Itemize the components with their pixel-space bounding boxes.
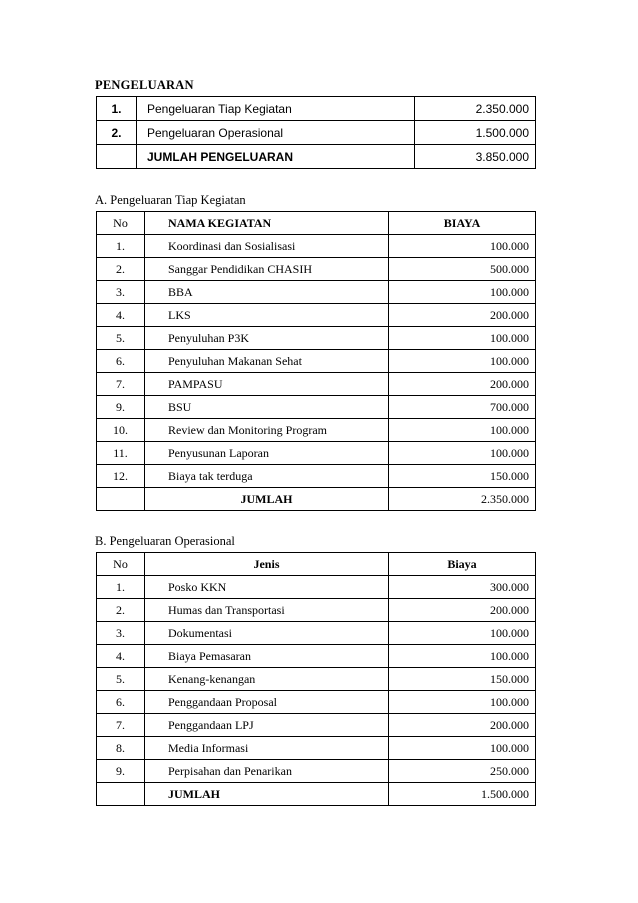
total-value: 2.350.000	[389, 488, 536, 511]
table-row	[97, 281, 536, 304]
row-name: Humas dan Transportasi	[145, 599, 389, 622]
table-row	[97, 465, 536, 488]
operational-expenses-table	[96, 552, 536, 806]
summary-table	[96, 96, 536, 169]
row-number: 1.	[97, 97, 137, 121]
row-number: 2.	[97, 121, 137, 145]
table-row	[97, 350, 536, 373]
table-row	[97, 599, 536, 622]
row-value: 2.350.000	[415, 97, 536, 121]
row-number: 1.	[97, 235, 145, 258]
row-value: 200.000	[389, 304, 536, 327]
row-name: Penggandaan LPJ	[145, 714, 389, 737]
header-value: Biaya	[389, 553, 536, 576]
row-number: 3.	[97, 281, 145, 304]
row-value: 100.000	[389, 737, 536, 760]
table-row	[97, 760, 536, 783]
section-a-label: A. Pengeluaran Tiap Kegiatan	[95, 193, 246, 207]
row-value: 100.000	[389, 235, 536, 258]
table-row	[97, 258, 536, 281]
row-name: Penyuluhan Makanan Sehat	[145, 350, 389, 373]
total-row	[97, 145, 536, 169]
row-value: 500.000	[389, 258, 536, 281]
total-row	[97, 488, 536, 511]
row-value: 250.000	[389, 760, 536, 783]
row-name: Sanggar Pendidikan CHASIH	[145, 258, 389, 281]
activity-expenses-table	[96, 211, 536, 511]
row-name: Pengeluaran Operasional	[137, 121, 415, 145]
table-row	[97, 327, 536, 350]
total-row	[97, 783, 536, 806]
empty-cell	[97, 488, 145, 511]
total-value: 1.500.000	[389, 783, 536, 806]
table-header-row	[97, 553, 536, 576]
row-number: 4.	[97, 645, 145, 668]
row-number: 11.	[97, 442, 145, 465]
row-value: 100.000	[389, 442, 536, 465]
table-row	[97, 714, 536, 737]
table-row	[97, 235, 536, 258]
row-number: 8.	[97, 737, 145, 760]
row-value: 700.000	[389, 396, 536, 419]
total-label: JUMLAH PENGELUARAN	[137, 145, 415, 169]
row-number: 2.	[97, 599, 145, 622]
row-name: Posko KKN	[145, 576, 389, 599]
row-value: 100.000	[389, 645, 536, 668]
row-name: PAMPASU	[145, 373, 389, 396]
table-row	[97, 396, 536, 419]
row-name: Biaya tak terduga	[145, 465, 389, 488]
page-title: PENGELUARAN	[95, 78, 194, 92]
row-number: 6.	[97, 350, 145, 373]
table-row	[97, 668, 536, 691]
row-number: 9.	[97, 760, 145, 783]
row-value: 150.000	[389, 465, 536, 488]
table-row	[97, 304, 536, 327]
header-value: BIAYA	[389, 212, 536, 235]
row-name: Review dan Monitoring Program	[145, 419, 389, 442]
row-name: Biaya Pemasaran	[145, 645, 389, 668]
total-label: JUMLAH	[145, 783, 389, 806]
row-number: 2.	[97, 258, 145, 281]
section-b-label: B. Pengeluaran Operasional	[95, 534, 235, 548]
table-row	[97, 419, 536, 442]
row-name: LKS	[145, 304, 389, 327]
row-number: 4.	[97, 304, 145, 327]
row-number: 10.	[97, 419, 145, 442]
empty-cell	[97, 145, 137, 169]
row-value: 100.000	[389, 327, 536, 350]
row-value: 1.500.000	[415, 121, 536, 145]
row-number: 5.	[97, 668, 145, 691]
total-label: JUMLAH	[145, 488, 389, 511]
row-name: Media Informasi	[145, 737, 389, 760]
row-name: Penggandaan Proposal	[145, 691, 389, 714]
table-row	[97, 373, 536, 396]
table-row	[97, 97, 536, 121]
row-value: 100.000	[389, 419, 536, 442]
row-name: Perpisahan dan Penarikan	[145, 760, 389, 783]
row-name: Dokumentasi	[145, 622, 389, 645]
row-value: 200.000	[389, 373, 536, 396]
row-value: 150.000	[389, 668, 536, 691]
row-number: 12.	[97, 465, 145, 488]
row-value: 300.000	[389, 576, 536, 599]
header-no: No	[97, 212, 145, 235]
header-name: NAMA KEGIATAN	[145, 212, 389, 235]
row-name: Penyuluhan P3K	[145, 327, 389, 350]
row-name: Pengeluaran Tiap Kegiatan	[137, 97, 415, 121]
row-number: 7.	[97, 714, 145, 737]
row-value: 100.000	[389, 281, 536, 304]
row-name: Kenang-kenangan	[145, 668, 389, 691]
row-name: Koordinasi dan Sosialisasi	[145, 235, 389, 258]
row-number: 1.	[97, 576, 145, 599]
row-value: 200.000	[389, 599, 536, 622]
row-number: 6.	[97, 691, 145, 714]
total-value: 3.850.000	[415, 145, 536, 169]
row-number: 5.	[97, 327, 145, 350]
empty-cell	[97, 783, 145, 806]
table-row	[97, 645, 536, 668]
row-name: Penyusunan Laporan	[145, 442, 389, 465]
row-value: 100.000	[389, 350, 536, 373]
row-number: 7.	[97, 373, 145, 396]
header-name: Jenis	[145, 553, 389, 576]
table-header-row	[97, 212, 536, 235]
row-name: BSU	[145, 396, 389, 419]
row-value: 100.000	[389, 691, 536, 714]
table-row	[97, 121, 536, 145]
header-no: No	[97, 553, 145, 576]
table-row	[97, 442, 536, 465]
table-row	[97, 622, 536, 645]
row-number: 3.	[97, 622, 145, 645]
table-row	[97, 737, 536, 760]
table-row	[97, 691, 536, 714]
row-name: BBA	[145, 281, 389, 304]
table-row	[97, 576, 536, 599]
row-number: 9.	[97, 396, 145, 419]
row-value: 100.000	[389, 622, 536, 645]
row-value: 200.000	[389, 714, 536, 737]
